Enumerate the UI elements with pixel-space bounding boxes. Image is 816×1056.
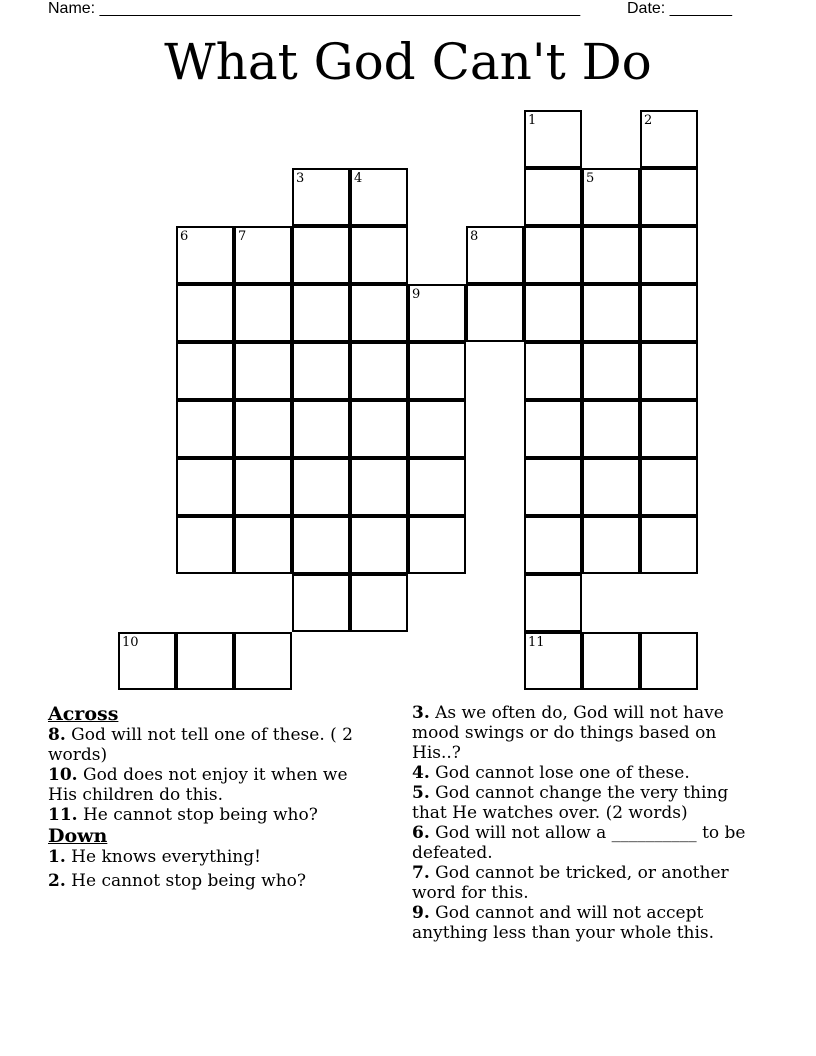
grid-cell[interactable]	[234, 400, 292, 458]
grid-cell[interactable]	[292, 574, 350, 632]
clue-across-10	[48, 765, 378, 805]
clue-text: He cannot stop being who?	[71, 871, 307, 891]
clue-number: 10.	[48, 765, 78, 785]
clue-number: 11.	[48, 805, 78, 825]
grid-cell[interactable]	[640, 400, 698, 458]
clues-left-column	[48, 703, 378, 891]
grid-cell[interactable]	[524, 284, 582, 342]
grid-cell[interactable]	[640, 226, 698, 284]
grid-cell[interactable]	[524, 110, 582, 168]
clue-down-1	[48, 847, 378, 867]
clue-number: 7.	[412, 863, 430, 883]
clue-number-label: 2	[644, 113, 653, 128]
clue-number: 2.	[48, 871, 66, 891]
grid-cell[interactable]	[350, 342, 408, 400]
clue-down-7	[412, 863, 752, 903]
clue-number-label: 4	[354, 171, 363, 186]
clue-number-label: 5	[586, 171, 595, 186]
grid-cell[interactable]	[234, 342, 292, 400]
grid-cell[interactable]	[292, 342, 350, 400]
clue-text: He knows everything!	[71, 847, 261, 867]
grid-cell[interactable]	[234, 632, 292, 690]
grid-cell[interactable]	[524, 458, 582, 516]
grid-cell[interactable]	[234, 516, 292, 574]
clue-number: 8.	[48, 725, 66, 745]
grid-cell[interactable]	[640, 284, 698, 342]
grid-cell[interactable]	[582, 400, 640, 458]
grid-cell[interactable]	[234, 458, 292, 516]
grid-cell[interactable]	[582, 458, 640, 516]
clue-text: God does not enjoy it when we His children do this.	[48, 765, 348, 805]
grid-cell[interactable]	[292, 168, 350, 226]
clue-across-11	[48, 805, 378, 825]
clue-number: 1.	[48, 847, 66, 867]
grid-cell[interactable]	[524, 226, 582, 284]
grid-cell[interactable]	[176, 516, 234, 574]
grid-cell[interactable]	[292, 284, 350, 342]
grid-cell[interactable]	[176, 400, 234, 458]
grid-cell[interactable]	[408, 400, 466, 458]
name-field[interactable]: Name: ______________________________________________________	[48, 0, 581, 17]
clue-number-label: 11	[528, 635, 545, 650]
grid-cell[interactable]	[582, 226, 640, 284]
grid-cell[interactable]	[640, 110, 698, 168]
grid-cell[interactable]	[524, 632, 582, 690]
clue-down-5	[412, 783, 752, 823]
clue-number: 4.	[412, 763, 430, 783]
grid-cell[interactable]	[524, 400, 582, 458]
clue-number: 3.	[412, 703, 430, 723]
grid-cell[interactable]	[640, 632, 698, 690]
grid-cell[interactable]	[292, 226, 350, 284]
grid-cell[interactable]	[350, 574, 408, 632]
clue-down-9	[412, 903, 752, 943]
page-title: What God Can't Do	[164, 33, 652, 91]
grid-cell[interactable]	[350, 400, 408, 458]
grid-cell[interactable]	[524, 342, 582, 400]
clue-text: He cannot stop being who?	[82, 805, 318, 825]
date-field[interactable]: Date: _______	[627, 0, 732, 17]
grid-cell[interactable]	[582, 168, 640, 226]
grid-cell[interactable]	[582, 516, 640, 574]
grid-cell[interactable]	[176, 632, 234, 690]
grid-cell[interactable]	[408, 342, 466, 400]
clue-number-label: 10	[122, 635, 139, 650]
grid-cell[interactable]	[350, 458, 408, 516]
clue-text: God will not tell one of these. ( 2 words)	[48, 725, 353, 765]
grid-cell[interactable]	[350, 226, 408, 284]
grid-cell[interactable]	[176, 342, 234, 400]
grid-cell[interactable]	[408, 458, 466, 516]
grid-cell[interactable]	[118, 632, 176, 690]
clues-right-column	[412, 703, 752, 943]
grid-cell[interactable]	[524, 516, 582, 574]
grid-cell[interactable]	[640, 516, 698, 574]
grid-cell[interactable]	[176, 458, 234, 516]
clue-number-label: 8	[470, 229, 479, 244]
clue-down-4	[412, 763, 752, 783]
clue-text: God cannot and will not accept anything less than your whole this.	[412, 903, 715, 943]
clue-down-3	[412, 703, 752, 763]
clue-number: 9.	[412, 903, 430, 923]
grid-cell[interactable]	[176, 284, 234, 342]
clue-number-label: 3	[296, 171, 305, 186]
grid-cell[interactable]	[524, 574, 582, 632]
grid-cell[interactable]	[234, 226, 292, 284]
grid-cell[interactable]	[466, 284, 524, 342]
grid-cell[interactable]	[524, 168, 582, 226]
clue-text: As we often do, God will not have mood swings or do things based on His..?	[412, 703, 724, 763]
grid-cell[interactable]	[292, 458, 350, 516]
clue-down-2	[48, 871, 378, 891]
across-heading: Across	[48, 703, 119, 725]
clue-number-label: 6	[180, 229, 189, 244]
clue-across-8	[48, 725, 378, 765]
down-heading: Down	[48, 825, 108, 847]
grid-cell[interactable]	[350, 516, 408, 574]
grid-cell[interactable]	[582, 284, 640, 342]
clue-text: God will not allow a __________ to be defeated.	[412, 823, 746, 863]
clue-text: God cannot change the very thing that He watches over. (2 words)	[412, 783, 729, 823]
clue-text: God cannot be tricked, or another word for this.	[412, 863, 729, 903]
grid-cell[interactable]	[466, 226, 524, 284]
grid-cell[interactable]	[582, 632, 640, 690]
clue-number-label: 7	[238, 229, 247, 244]
clue-number-label: 1	[528, 113, 537, 128]
clue-number: 6.	[412, 823, 430, 843]
grid-cell[interactable]	[582, 342, 640, 400]
grid-cell[interactable]	[640, 342, 698, 400]
grid-cell[interactable]	[640, 168, 698, 226]
grid-cell[interactable]	[292, 516, 350, 574]
clue-number-label: 9	[412, 287, 421, 302]
clue-down-6	[412, 823, 752, 863]
grid-cell[interactable]	[640, 458, 698, 516]
clue-text: God cannot lose one of these.	[435, 763, 690, 783]
clue-number: 5.	[412, 783, 430, 803]
grid-cell[interactable]	[408, 284, 466, 342]
grid-cell[interactable]	[292, 400, 350, 458]
grid-cell[interactable]	[176, 226, 234, 284]
grid-cell[interactable]	[350, 284, 408, 342]
grid-cell[interactable]	[408, 516, 466, 574]
grid-cell[interactable]	[234, 284, 292, 342]
grid-cell[interactable]	[350, 168, 408, 226]
